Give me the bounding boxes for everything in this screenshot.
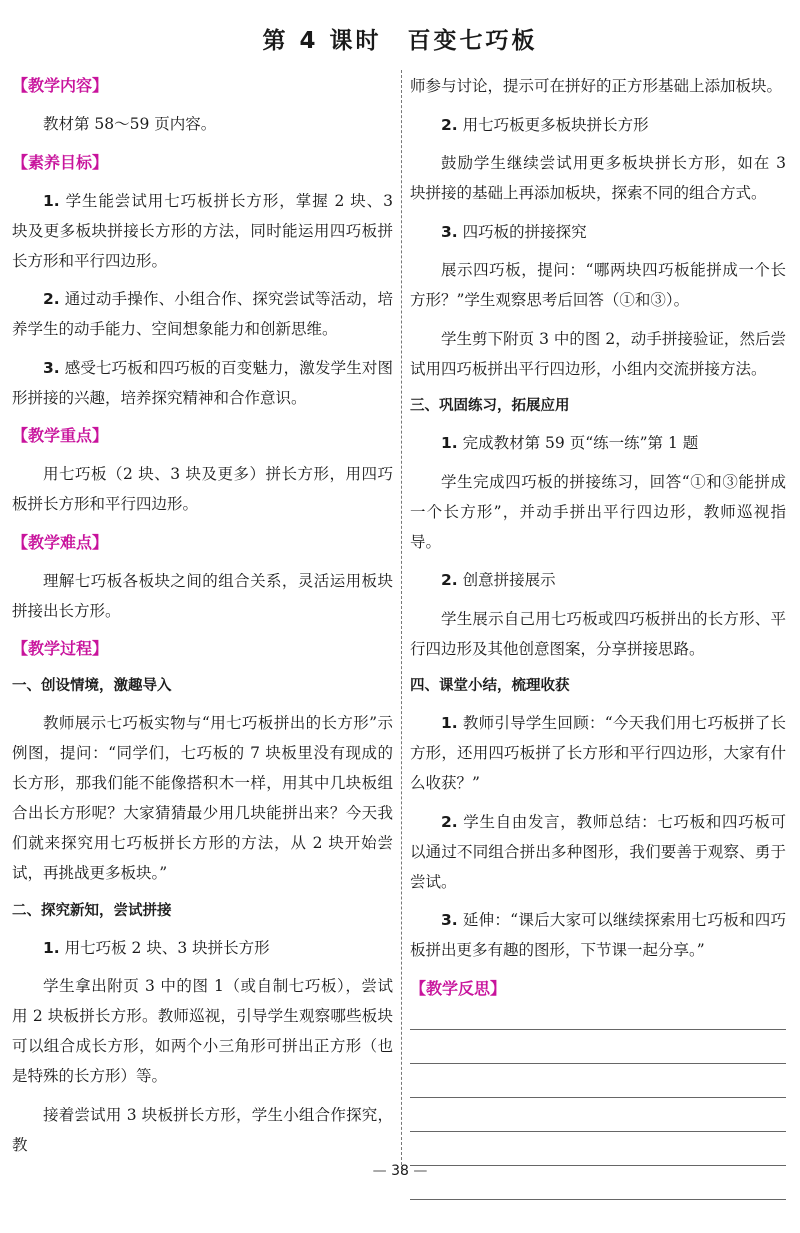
- goal-2-number: 2.: [43, 290, 60, 308]
- section-1-heading: 一、创设情境，激趣导入: [12, 678, 172, 694]
- reflection-heading: 【教学反思】: [410, 978, 507, 998]
- section-4-item-2: [410, 807, 786, 897]
- content-heading: 【教学内容】: [12, 76, 109, 95]
- section-2-3-paragraph-1: 展示四巧板，提问：“哪两块四巧板能拼成一个长方形？”学生观察思考后回答（①和③）。: [410, 261, 786, 309]
- section-3-1-number: 1.: [441, 434, 458, 452]
- process-heading: 【教学过程】: [12, 639, 109, 658]
- section-3-2-number: 2.: [441, 571, 458, 589]
- section-4-heading: 四、课堂小结，梳理收获: [410, 678, 570, 694]
- page-number-dash-right: —: [413, 1163, 428, 1179]
- goal-3-number: 3.: [43, 358, 60, 377]
- goal-1-text: 学生能尝试用七巧板拼长方形，掌握 2 块、3 块及更多板块拼接长方形的方法，同时能运用四巧板拼长方形和平行四边形。: [12, 191, 393, 270]
- section-4-item-3: [410, 905, 786, 965]
- page-number: [0, 1163, 800, 1179]
- section-3-heading: 三、巩固练习，拓展应用: [410, 398, 570, 414]
- section-2-1-number: 1.: [43, 938, 60, 957]
- section-4-3-number: 3.: [441, 911, 458, 929]
- section-2-2-paragraph: 鼓励学生继续尝试用更多板块拼长方形，如在 3 块拼接的基础上再添加板块，探索不同的组合方式。: [410, 154, 786, 202]
- page-number-value: 38: [391, 1163, 409, 1179]
- writing-line[interactable]: [410, 1029, 786, 1030]
- section-3-2-paragraph: 学生展示自己用七巧板或四巧板拼出的长方形、平行四边形及其他创意图案，分享拼接思路。: [410, 609, 786, 658]
- section-2-3-label: 四巧板的拼接探究: [462, 222, 587, 241]
- difficulty-text: 理解七巧板各板块之间的组合关系，灵活运用板块拼接出长方形。: [12, 571, 393, 620]
- right-column: [410, 71, 786, 1233]
- goal-3-text: 感受七巧板和四巧板的百变魅力，激发学生对图形拼接的兴趣，培养探究精神和合作意识。: [12, 358, 393, 407]
- section-4-1-number: 1.: [441, 714, 458, 732]
- difficulty-heading: 【教学难点】: [12, 532, 109, 552]
- continued-paragraph: 师参与讨论，提示可在拼好的正方形基础上添加板块。: [410, 77, 783, 95]
- section-2-1-title: [12, 933, 393, 963]
- goals-heading: 【素养目标】: [12, 152, 109, 172]
- column-divider: [401, 70, 402, 1170]
- section-4-2-number: 2.: [441, 812, 458, 831]
- section-2-2-label: 用七巧板更多板块拼长方形: [462, 115, 649, 134]
- content-text: 教材第 58～59 页内容。: [43, 115, 217, 133]
- goal-1-number: 1.: [43, 191, 60, 210]
- section-3-1-title: [410, 428, 786, 458]
- section-3-1-label: 完成教材第 59 页“练一练”第 1 题: [462, 434, 699, 452]
- writing-line[interactable]: [410, 1063, 786, 1064]
- key-points-text: 用七巧板（2 块、3 块及更多）拼长方形，用四巧板拼长方形和平行四边形。: [12, 465, 393, 513]
- section-2-3-title: [410, 217, 786, 247]
- goal-1: [12, 186, 393, 276]
- section-2-3-paragraph-2: 学生剪下附页 3 中的图 2，动手拼接验证，然后尝试用四巧板拼出平行四边形，小组内交流拼接方法。: [410, 329, 786, 378]
- section-2-heading: 二、探究新知，尝试拼接: [12, 902, 172, 919]
- lesson-name: 百变七巧板: [407, 28, 538, 54]
- section-2-1-paragraph-1: 学生拿出附页 3 中的图 1（或自制七巧板），尝试用 2 块板拼长方形。教师巡视，引导学生观察哪些板块可以组合成长方形，如两个小三角形可拼出正方形（也是特殊的长方形）等。: [12, 977, 393, 1085]
- section-1-text: 教师展示七巧板实物与“用七巧板拼出的长方形”示例图，提问：“同学们，七巧板的 7 块板里没有现成的长方形，那我们能不能像搭积木一样，用其中几块板组合出长方形呢？大家猜猜最少用几块能拼出来？今天我们就来探究用七巧板拼长方形的方法，从 2 块开始尝试，再挑战更多板块。”: [12, 714, 393, 882]
- section-4-1-text: 教师引导学生回顾：“今天我们用七巧板拼了长方形，还用四巧板拼了长方形和平行四边形，大家有什么收获？”: [410, 714, 786, 792]
- section-3-2-label: 创意拼接展示: [462, 571, 556, 589]
- section-2-2-number: 2.: [441, 115, 458, 134]
- page-title: [0, 22, 800, 55]
- section-2-1-paragraph-2: 接着尝试用 3 块板拼长方形，学生小组合作探究，教: [12, 1105, 393, 1154]
- section-4-2-text: 学生自由发言，教师总结：七巧板和四巧板可以通过不同组合拼出多种图形，我们要善于观察、勇于尝试。: [410, 812, 786, 891]
- section-4-3-text: 延伸：“课后大家可以继续探索用七巧板和四巧板拼出更多有趣的图形，下节课一起分享。”: [410, 911, 786, 959]
- page-number-dash-left: —: [372, 1163, 387, 1179]
- goal-2-text: 通过动手操作、小组合作、探究尝试等活动，培养学生的动手能力、空间想象能力和创新思维。: [12, 290, 393, 338]
- writing-line[interactable]: [410, 1131, 786, 1132]
- section-2-1-label: 用七巧板 2 块、3 块拼长方形: [64, 938, 270, 957]
- left-column: [12, 71, 393, 1168]
- section-2-2-title: [410, 110, 786, 140]
- writing-line[interactable]: [410, 1199, 786, 1200]
- section-3-1-paragraph: 学生完成四巧板的拼接练习，回答“①和③能拼成一个长方形”，并动手拼出平行四边形，教师巡视指导。: [410, 472, 786, 551]
- section-2-3-number: 3.: [441, 222, 458, 241]
- goal-2: [12, 284, 393, 344]
- key-points-heading: 【教学重点】: [12, 426, 109, 445]
- lesson-number: 第 4 课时: [262, 28, 382, 54]
- section-3-2-title: [410, 565, 786, 595]
- section-4-item-1: [410, 708, 786, 798]
- goal-3: [12, 353, 393, 413]
- writing-line[interactable]: [410, 1097, 786, 1098]
